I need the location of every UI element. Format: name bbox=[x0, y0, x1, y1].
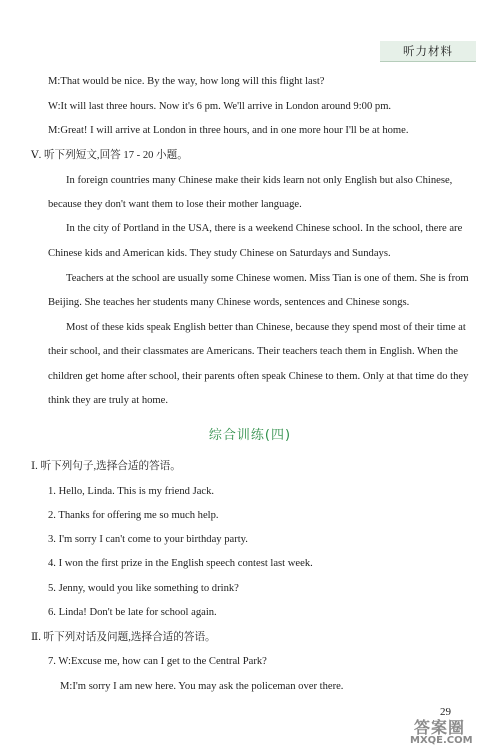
passage-line: children get home after school, their parents often speak Chinese to them. Only at that time do they bbox=[48, 371, 469, 382]
list-item: 3. I'm sorry I can't come to your birthday party. bbox=[48, 534, 248, 545]
section-tag: 听力材料 bbox=[380, 41, 476, 62]
passage-line: think they are truly at home. bbox=[48, 395, 169, 406]
dialogue-line: M:I'm sorry I am new here. You may ask the policeman over there. bbox=[60, 681, 344, 692]
passage-line: In the city of Portland in the USA, there is a weekend Chinese school. In the school, there are bbox=[66, 223, 463, 234]
watermark-url: MXQE.COM bbox=[410, 735, 473, 746]
list-item: 1. Hello, Linda. This is my friend Jack. bbox=[48, 486, 215, 497]
passage-line: Most of these kids speak English better than Chinese, because they spend most of their time at bbox=[66, 322, 466, 333]
dialogue-line: M:That would be nice. By the way, how long will this flight last? bbox=[48, 76, 325, 87]
dialogue-line: W:It will last three hours. Now it's 6 pm. We'll arrive in London around 9:00 pm. bbox=[48, 101, 392, 112]
list-item: 5. Jenny, would you like something to drink? bbox=[48, 583, 239, 594]
passage-line: Teachers at the school are usually some Chinese women. Miss Tian is one of them. She is from bbox=[66, 273, 469, 284]
passage-line: Chinese kids and American kids. They study Chinese on Saturdays and Sundays. bbox=[48, 248, 391, 259]
list-item: 4. I won the first prize in the English speech contest last week. bbox=[48, 558, 313, 569]
section-heading: Ⅴ. 听下列短文,回答 17 - 20 小题。 bbox=[31, 150, 188, 161]
passage-line: because they don't want them to lose their mother language. bbox=[48, 199, 302, 210]
passage-line: Beijing. She teaches her students many Chinese words, sentences and Chinese songs. bbox=[48, 297, 410, 308]
passage-line: In foreign countries many Chinese make their kids learn not only English but also Chinese, bbox=[66, 175, 453, 186]
list-item: 6. Linda! Don't be late for school again. bbox=[48, 607, 217, 618]
dialogue-line: M:Great! I will arrive at London in three hours, and in one more hour I'll be at home. bbox=[48, 125, 409, 136]
watermark-logo bbox=[408, 715, 500, 749]
passage-line: their school, and their classmates are Americans. Their teachers teach them in English. When the bbox=[48, 346, 458, 357]
part-heading: Ⅱ. 听下列对话及问题,选择合适的答语。 bbox=[31, 632, 216, 643]
part-heading: Ⅰ. 听下列句子,选择合适的答语。 bbox=[31, 461, 181, 472]
page-number: 29 bbox=[440, 706, 451, 718]
watermark-text: 答案圈 bbox=[414, 718, 466, 737]
list-item: 2. Thanks for offering me so much help. bbox=[48, 510, 219, 521]
section-title: 综合训练(四) bbox=[208, 428, 292, 443]
dialogue-line: 7. W:Excuse me, how can I get to the Central Park? bbox=[48, 656, 267, 667]
